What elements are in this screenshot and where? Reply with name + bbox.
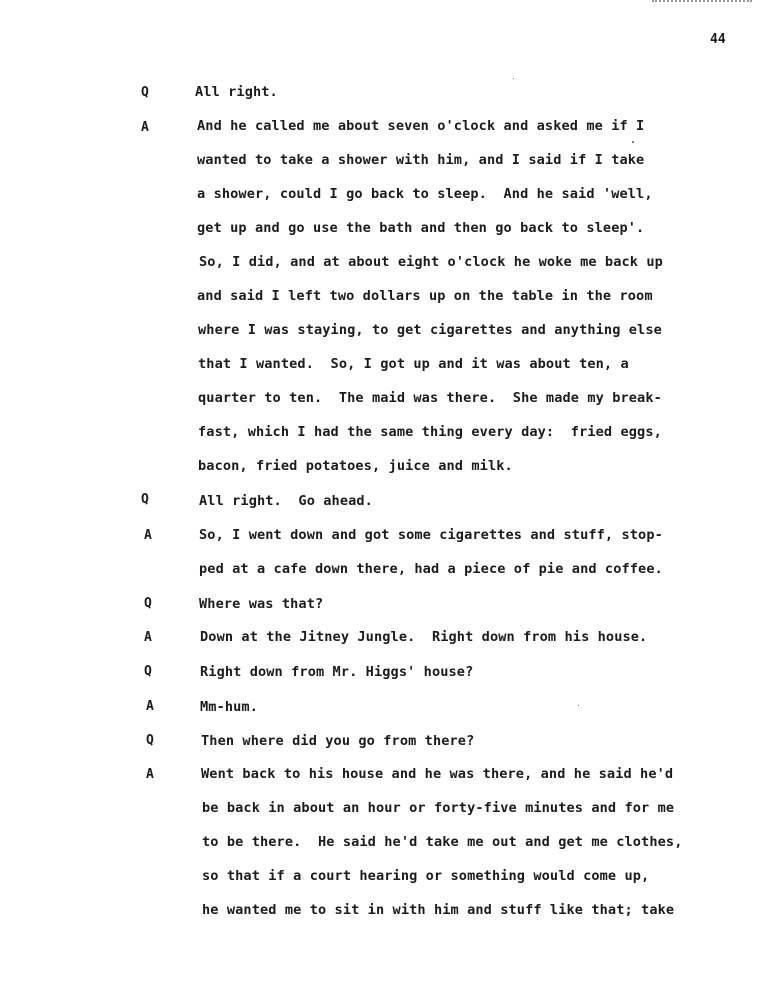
speaker-label: A bbox=[146, 767, 154, 782]
testimony-line: that I wanted. So, I got up and it was about ten, a bbox=[198, 356, 629, 372]
testimony-line: So, I went down and got some cigarettes and stuff, stop- bbox=[199, 527, 663, 543]
scan-speck bbox=[578, 705, 579, 706]
testimony-line: quarter to ten. The maid was there. She made my break- bbox=[198, 390, 662, 406]
speaker-label: A bbox=[144, 630, 152, 645]
testimony-line: wanted to take a shower with him, and I said if I take bbox=[197, 152, 645, 168]
testimony-line: be back in about an hour or forty-five minutes and for me bbox=[202, 800, 675, 816]
speaker-label: Q bbox=[144, 664, 152, 679]
scan-speck bbox=[513, 78, 514, 79]
testimony-line: And he called me about seven o'clock and asked me if I bbox=[197, 118, 645, 134]
testimony-line: ped at a cafe down there, had a piece of pie and coffee. bbox=[199, 561, 663, 577]
testimony-line: All right. bbox=[195, 84, 278, 100]
testimony-line: Went back to his house and he was there, and he said he'd bbox=[201, 766, 674, 782]
testimony-line: to be there. He said he'd take me out and get me clothes, bbox=[202, 834, 683, 850]
testimony-line: So, I did, and at about eight o'clock he woke me back up bbox=[199, 254, 663, 270]
testimony-line: Mm-hum. bbox=[200, 699, 258, 715]
speaker-label: Q bbox=[141, 492, 149, 507]
testimony-line: so that if a court hearing or something would come up, bbox=[202, 868, 650, 884]
testimony-line: a shower, could I go back to sleep. And he said 'well, bbox=[197, 186, 653, 202]
testimony-line: and said I left two dollars up on the table in the room bbox=[197, 288, 653, 304]
speaker-label: Q bbox=[146, 733, 154, 748]
testimony-line: where I was staying, to get cigarettes and anything else bbox=[198, 322, 662, 338]
testimony-line: he wanted me to sit in with him and stuff like that; take bbox=[202, 902, 675, 918]
testimony-line: Then where did you go from there? bbox=[201, 733, 475, 749]
testimony-line: fast, which I had the same thing every day: fried eggs, bbox=[198, 424, 662, 440]
testimony-line: get up and go use the bath and then go back to sleep'. bbox=[197, 220, 645, 236]
testimony-line: Down at the Jitney Jungle. Right down from his house. bbox=[200, 629, 648, 645]
testimony-line: bacon, fried potatoes, juice and milk. bbox=[198, 458, 513, 474]
top-edge-dots bbox=[652, 0, 752, 4]
speaker-label: Q bbox=[141, 85, 149, 100]
testimony-line: All right. Go ahead. bbox=[199, 493, 373, 509]
page-number: 44 bbox=[710, 32, 726, 47]
testimony-line: Right down from Mr. Higgs' house? bbox=[200, 664, 474, 680]
speaker-label: A bbox=[144, 528, 152, 543]
speaker-label: A bbox=[146, 699, 154, 714]
speaker-label: A bbox=[141, 120, 149, 135]
testimony-line: Where was that? bbox=[199, 596, 324, 612]
speaker-label: Q bbox=[144, 596, 152, 611]
scan-speck bbox=[632, 141, 634, 143]
